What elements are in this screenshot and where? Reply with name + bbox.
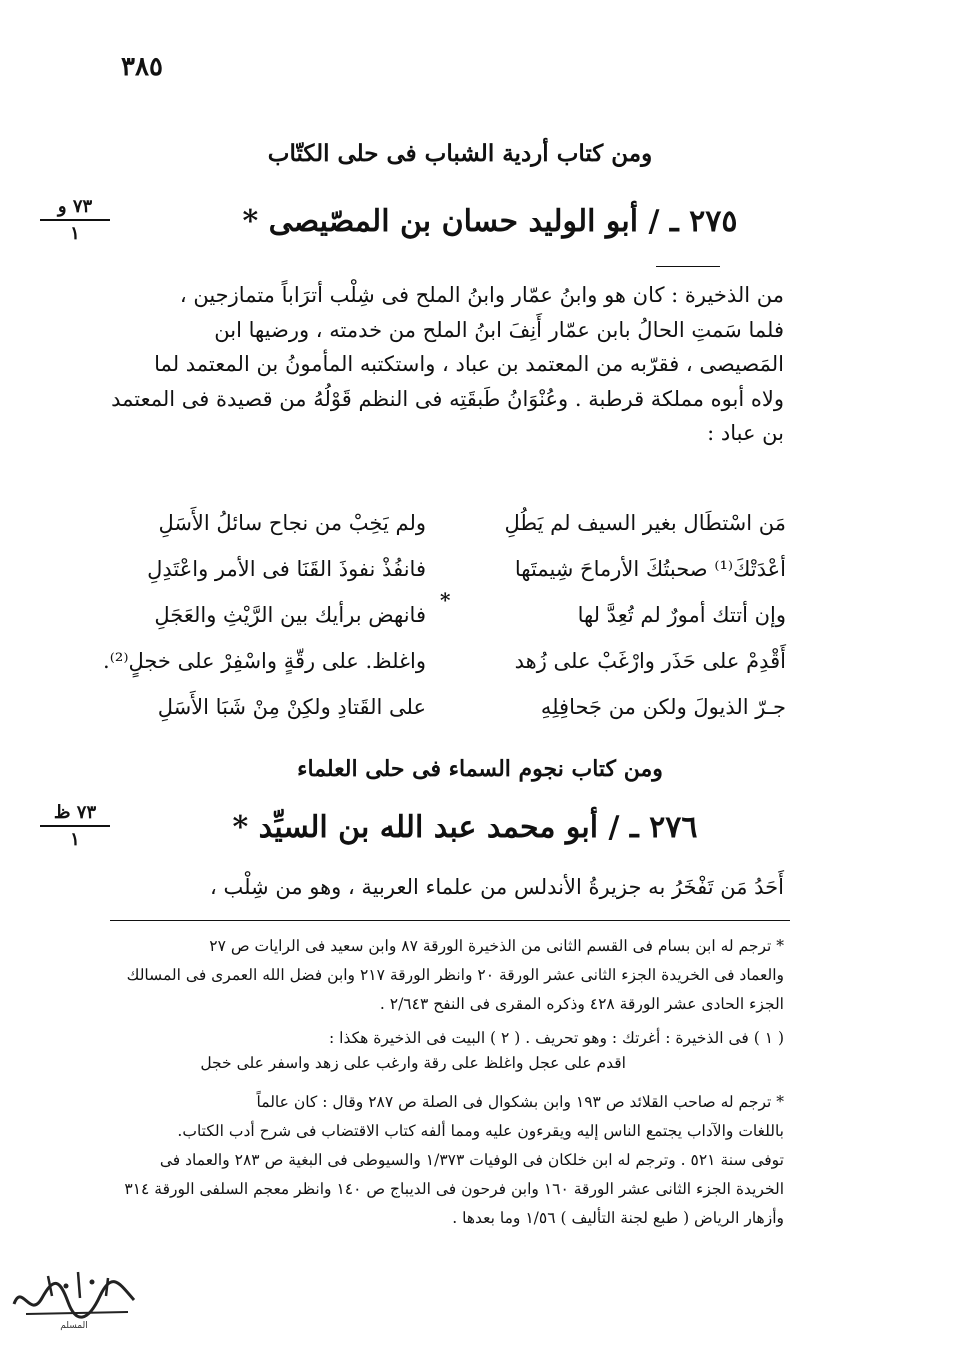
footnote-notes-1-2 <box>94 1024 784 1053</box>
poem-line: فانهض برأيك بين الرَّيْثِ والعَجَلِ <box>154 603 426 627</box>
page-number: ٣٨٥ <box>121 52 163 82</box>
body-line: من الذخيرة : كان هو وابنُ عمّار وابنُ الملح فى شِلْب أترَاباً متمازجين ، <box>179 283 784 307</box>
entry-title-276: ٢٧٦ ـ / أبو محمد عبد الله بن السيِّد * <box>232 810 698 845</box>
footnote-separator <box>110 920 790 921</box>
footnote-line: والعماد فى الخريدة الجزء الثانى عشر الورقة ٢٠ وانظر الورقة ٢١٧ وابن فضل الله العمرى فى المسالك <box>126 966 784 984</box>
poem-line: فانفُذْ نفوذَ القَنَا فى الأمر واعْتَدِلِ <box>147 557 426 581</box>
poem-first-hemistichs <box>456 500 786 730</box>
footnote-verse: اقدم على عجل واغلظ على رقة وارغب على زهد واسفر على خجل <box>200 1054 626 1072</box>
poem-line: واغلظ. على رقّةٍ واسْفِرْ على خجلٍ⁽²⁾. <box>103 649 426 673</box>
entry-title-275: ٢٧٥ ـ / أبو الوليد حسان بن المصّيصى * <box>242 204 738 239</box>
source-heading-1: ومن كتاب أردية الشباب فى حلى الكتّاب <box>267 140 653 167</box>
poem-line: جـرّ الذيولَ ولكن من جَحافِلِهِ <box>540 695 786 719</box>
margin-ref-top: ٧٣ و <box>40 196 110 221</box>
margin-reference-276 <box>40 802 110 850</box>
margin-ref-top: ٧٣ ظ <box>40 802 110 827</box>
footnote-line: ( ١ ) فى الذخيرة : أغرتك : وهو تحريف . ( ٢ ) البيت فى الذخيرة هكذا : <box>328 1029 784 1047</box>
body-line: بن عباد : <box>707 421 784 445</box>
footnote-line: * ترجم له صاحب القلائد ص ١٩٣ وابن بشكوال فى الصلة ص ٢٨٧ وقال : كان عالماً <box>256 1093 784 1111</box>
poem-second-hemistichs <box>103 500 426 730</box>
source-heading-2: ومن كتاب نجوم السماء فى حلى العلماء <box>297 756 663 782</box>
title-underline <box>656 266 720 267</box>
poem-line: أَقْدِمْ على حَذَر وارْغَبْ على زُهد <box>514 649 786 673</box>
footnote-line: الخريدة الجزء الثانى عشر الورقة ١٦٠ وابن فرحون فى الديباج ص ١٤٠ وانظر معجم السلفى الورقة ٣١٤ <box>124 1180 784 1198</box>
entry-276-body <box>134 870 784 905</box>
footnote-entry-276 <box>94 1088 784 1233</box>
footnote-line: * ترجم له ابن بسام فى القسم الثانى من الذخيرة الورقة ٨٧ وابن سعيد فى الرايات ص ٢٧ <box>209 937 784 955</box>
body-line: فلما سَمتِ الحالُ بابن عمّار أَنِفَ ابنُ الملح من خدمته ، ورضيها ابن <box>214 317 784 342</box>
poem-mark: * <box>440 588 451 612</box>
poem-line: وإن أتتك أمورٌ لم تُعِدَّ لها <box>577 603 786 627</box>
margin-reference-275 <box>40 196 110 244</box>
body-line: المَصيصى ، فقرّبه من المعتمد بن عباد ، واستكتبه المأمونُ بن المعتمد لما <box>154 352 784 376</box>
footnote-line: وأزهار الرياض ( طبع لجنة التأليف ) ١/٥٦ وما بعدها . <box>452 1209 784 1227</box>
body-line: أَحَدُ مَن تَفْخَرُ به جزيرةُ الأندلس من علماء العربية ، وهو من شِلْب ، <box>210 875 784 899</box>
publisher-logo-icon <box>8 1262 140 1332</box>
poem-line: مَن اسْتطَال بغير السيف لم يَطُلِ <box>504 511 786 535</box>
footnote-line: توفى سنة ٥٢١ . وترجم له ابن خلكان فى الوفيات ١/٣٧٣ والسيوطى فى البغية ص ٢٨٣ والعماد فى <box>159 1151 784 1169</box>
footnote-line: الجزء الحادى عشر الورقة ٤٢٨ وذكره المقرى فى النفح ٢/٦٤٣ . <box>379 995 784 1013</box>
entry-275-body <box>111 278 784 451</box>
poem-line: على القَتادِ ولكِنْ مِنْ شَبَا الأَسَلِ <box>157 695 426 719</box>
margin-ref-bottom: ١ <box>70 223 80 244</box>
logo-text: المسلم <box>60 1321 88 1331</box>
margin-ref-bottom: ١ <box>70 829 80 850</box>
footnote-line: باللغات والآداب يجتمع الناس إليه ويقرءون عليه ومما ألفه كتاب الاقتضاب فى شرح أدب الكتاب. <box>177 1122 784 1140</box>
poem-line: أعْدَتْكَ⁽¹⁾ صحبتُكَ الأرماحَ شِيمتَها <box>514 557 786 581</box>
body-line: ولاه أبوه مملكة قرطبة . وعُنْوَانُ طَبقَتِه فى النظم قَوْلُهُ من قصيدة فى المعتمد <box>111 386 784 411</box>
poem-line: ولم يَخِبْ من نجاح سائلُ الأَسَلِ <box>158 511 426 535</box>
footnote-entry-275 <box>94 932 784 1019</box>
